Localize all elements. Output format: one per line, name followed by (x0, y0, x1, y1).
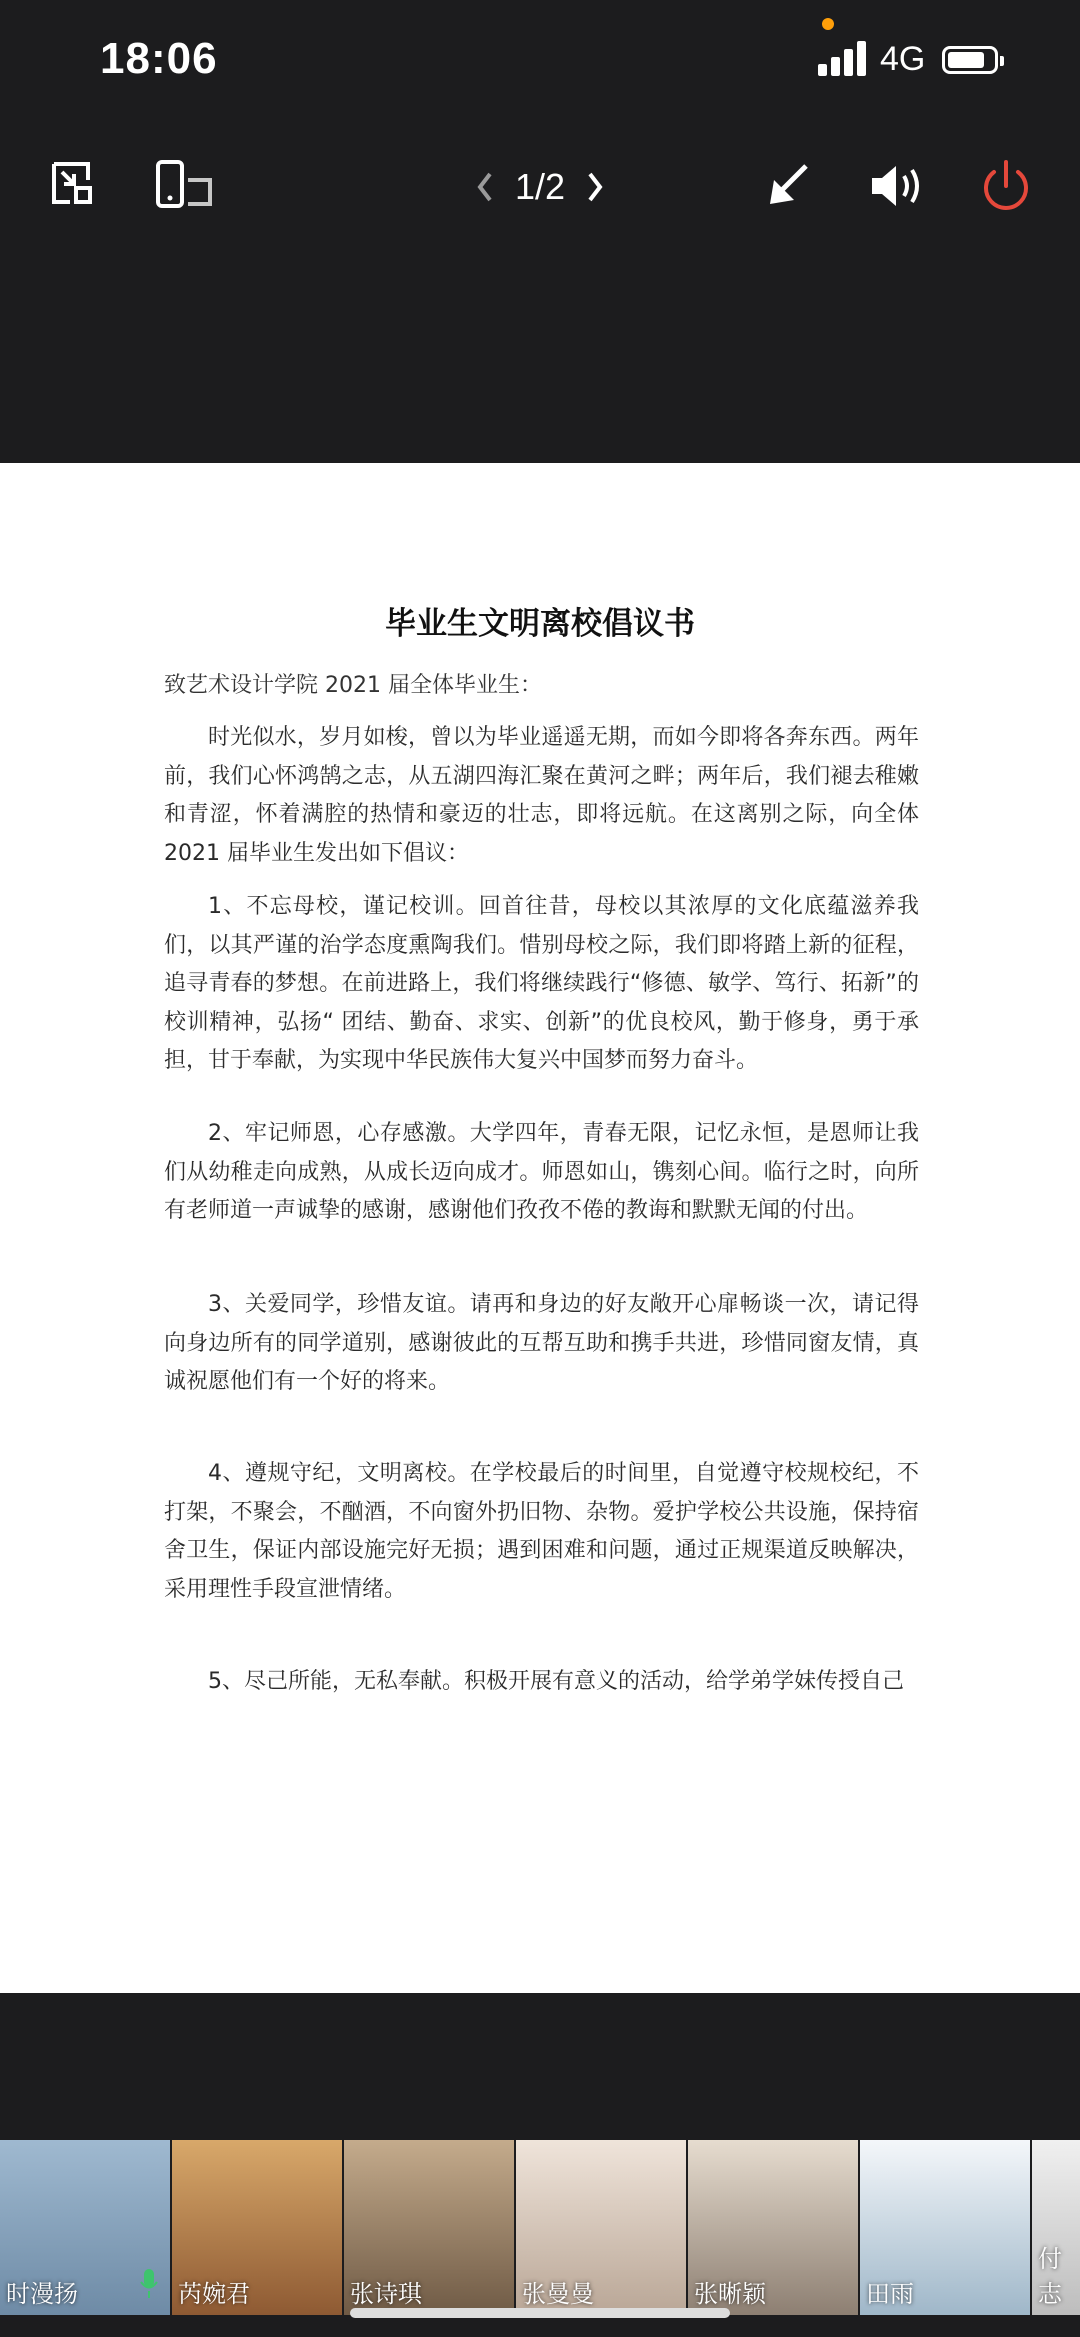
document-paragraph: 5、尽己所能，无私奉献。积极开展有意义的活动，给学弟学妹传授自己 (208, 1669, 904, 1694)
participant-name: 张晰颖 (694, 2280, 766, 2308)
participant-name: 付志 (1038, 2245, 1062, 2308)
battery-icon (942, 46, 998, 74)
network-type: 4G (880, 40, 926, 78)
participant-tile[interactable] (344, 2140, 514, 2315)
status-time: 18:06 (100, 34, 218, 83)
participant-tile[interactable] (860, 2140, 1030, 2315)
participant-tile[interactable] (172, 2140, 342, 2315)
document-title: 毕业生文明离校倡议书 (385, 606, 695, 642)
document-salutation: 致艺术设计学院 2021 届全体毕业生： (164, 673, 542, 698)
participant-tile[interactable] (1032, 2140, 1080, 2315)
minimize-window-icon[interactable] (44, 158, 104, 214)
page-navigator (470, 162, 610, 212)
collapse-arrow-icon[interactable] (760, 158, 820, 214)
participant-name: 张曼曼 (522, 2280, 594, 2308)
end-meeting-power-icon[interactable] (976, 158, 1036, 214)
screen-share-toolbar (0, 140, 1080, 230)
participant-tile[interactable] (0, 2140, 170, 2315)
participant-name: 芮婉君 (178, 2280, 250, 2308)
chevron-right-icon[interactable] (580, 162, 610, 212)
home-indicator[interactable] (350, 2308, 730, 2318)
mic-indicator-dot (822, 18, 834, 30)
rotate-screen-icon[interactable] (150, 158, 210, 214)
page-indicator: 1/2 (514, 166, 566, 207)
chevron-left-icon[interactable] (470, 162, 500, 212)
document-paragraph: 3、关爱同学，珍惜友谊。请再和身边的好友敞开心扉畅谈一次，请记得向身边所有的同学道别，感谢彼此的互帮互助和携手共进，珍惜同窗友情，真诚祝愿他们有一个好的将来。 (164, 1292, 919, 1394)
participant-tile[interactable] (516, 2140, 686, 2315)
shared-document (0, 463, 1080, 1993)
participant-name: 时漫扬 (6, 2280, 78, 2308)
document-paragraph: 时光似水，岁月如梭，曾以为毕业遥遥无期，而如今即将各奔东西。两年前，我们心怀鸿鹄之志，从五湖四海汇聚在黄河之畔；两年后，我们褪去稚嫩和青涩，怀着满腔的热情和豪迈的壮志，即将远航。在这离别之际，向全体 2021 届毕业生发出如下倡议： (164, 725, 919, 866)
document-paragraph: 1、不忘母校，谨记校训。回首往昔，母校以其浓厚的文化底蕴滋养我们，以其严谨的治学态度熏陶我们。惜别母校之际，我们即将踏上新的征程，追寻青春的梦想。在前进路上，我们将继续践行“修德、敏学、笃行、拓新”的校训精神，弘扬“ 团结、勤奋、求实、创新”的优良校风，勤于修身，勇于承担，甘于奉献，为实现中华民族伟大复兴中国梦而努力奋斗。 (164, 894, 919, 1073)
document-paragraph: 4、遵规守纪，文明离校。在学校最后的时间里，自觉遵守校规校纪，不打架，不聚会，不酗酒，不向窗外扔旧物、杂物。爱护学校公共设施，保持宿舍卫生，保证内部设施完好无损；遇到困难和问题，通过正规渠道反映解决，采用理性手段宣泄情绪。 (164, 1461, 919, 1602)
signal-icon (818, 40, 868, 76)
participant-name: 张诗琪 (350, 2280, 422, 2308)
participant-name: 田雨 (866, 2280, 914, 2308)
microphone-icon (140, 2269, 158, 2299)
participant-tile[interactable] (688, 2140, 858, 2315)
status-bar (0, 0, 1080, 120)
document-paragraph: 2、牢记师恩，心存感激。大学四年，青春无限，记忆永恒，是恩师让我们从幼稚走向成熟，从成长迈向成才。师恩如山，镌刻心间。临行之时，向所有老师道一声诚挚的感谢，感谢他们孜孜不倦的教诲和默默无闻的付出。 (164, 1121, 919, 1223)
participant-strip[interactable] (0, 2140, 1080, 2315)
speaker-icon[interactable] (866, 158, 926, 214)
